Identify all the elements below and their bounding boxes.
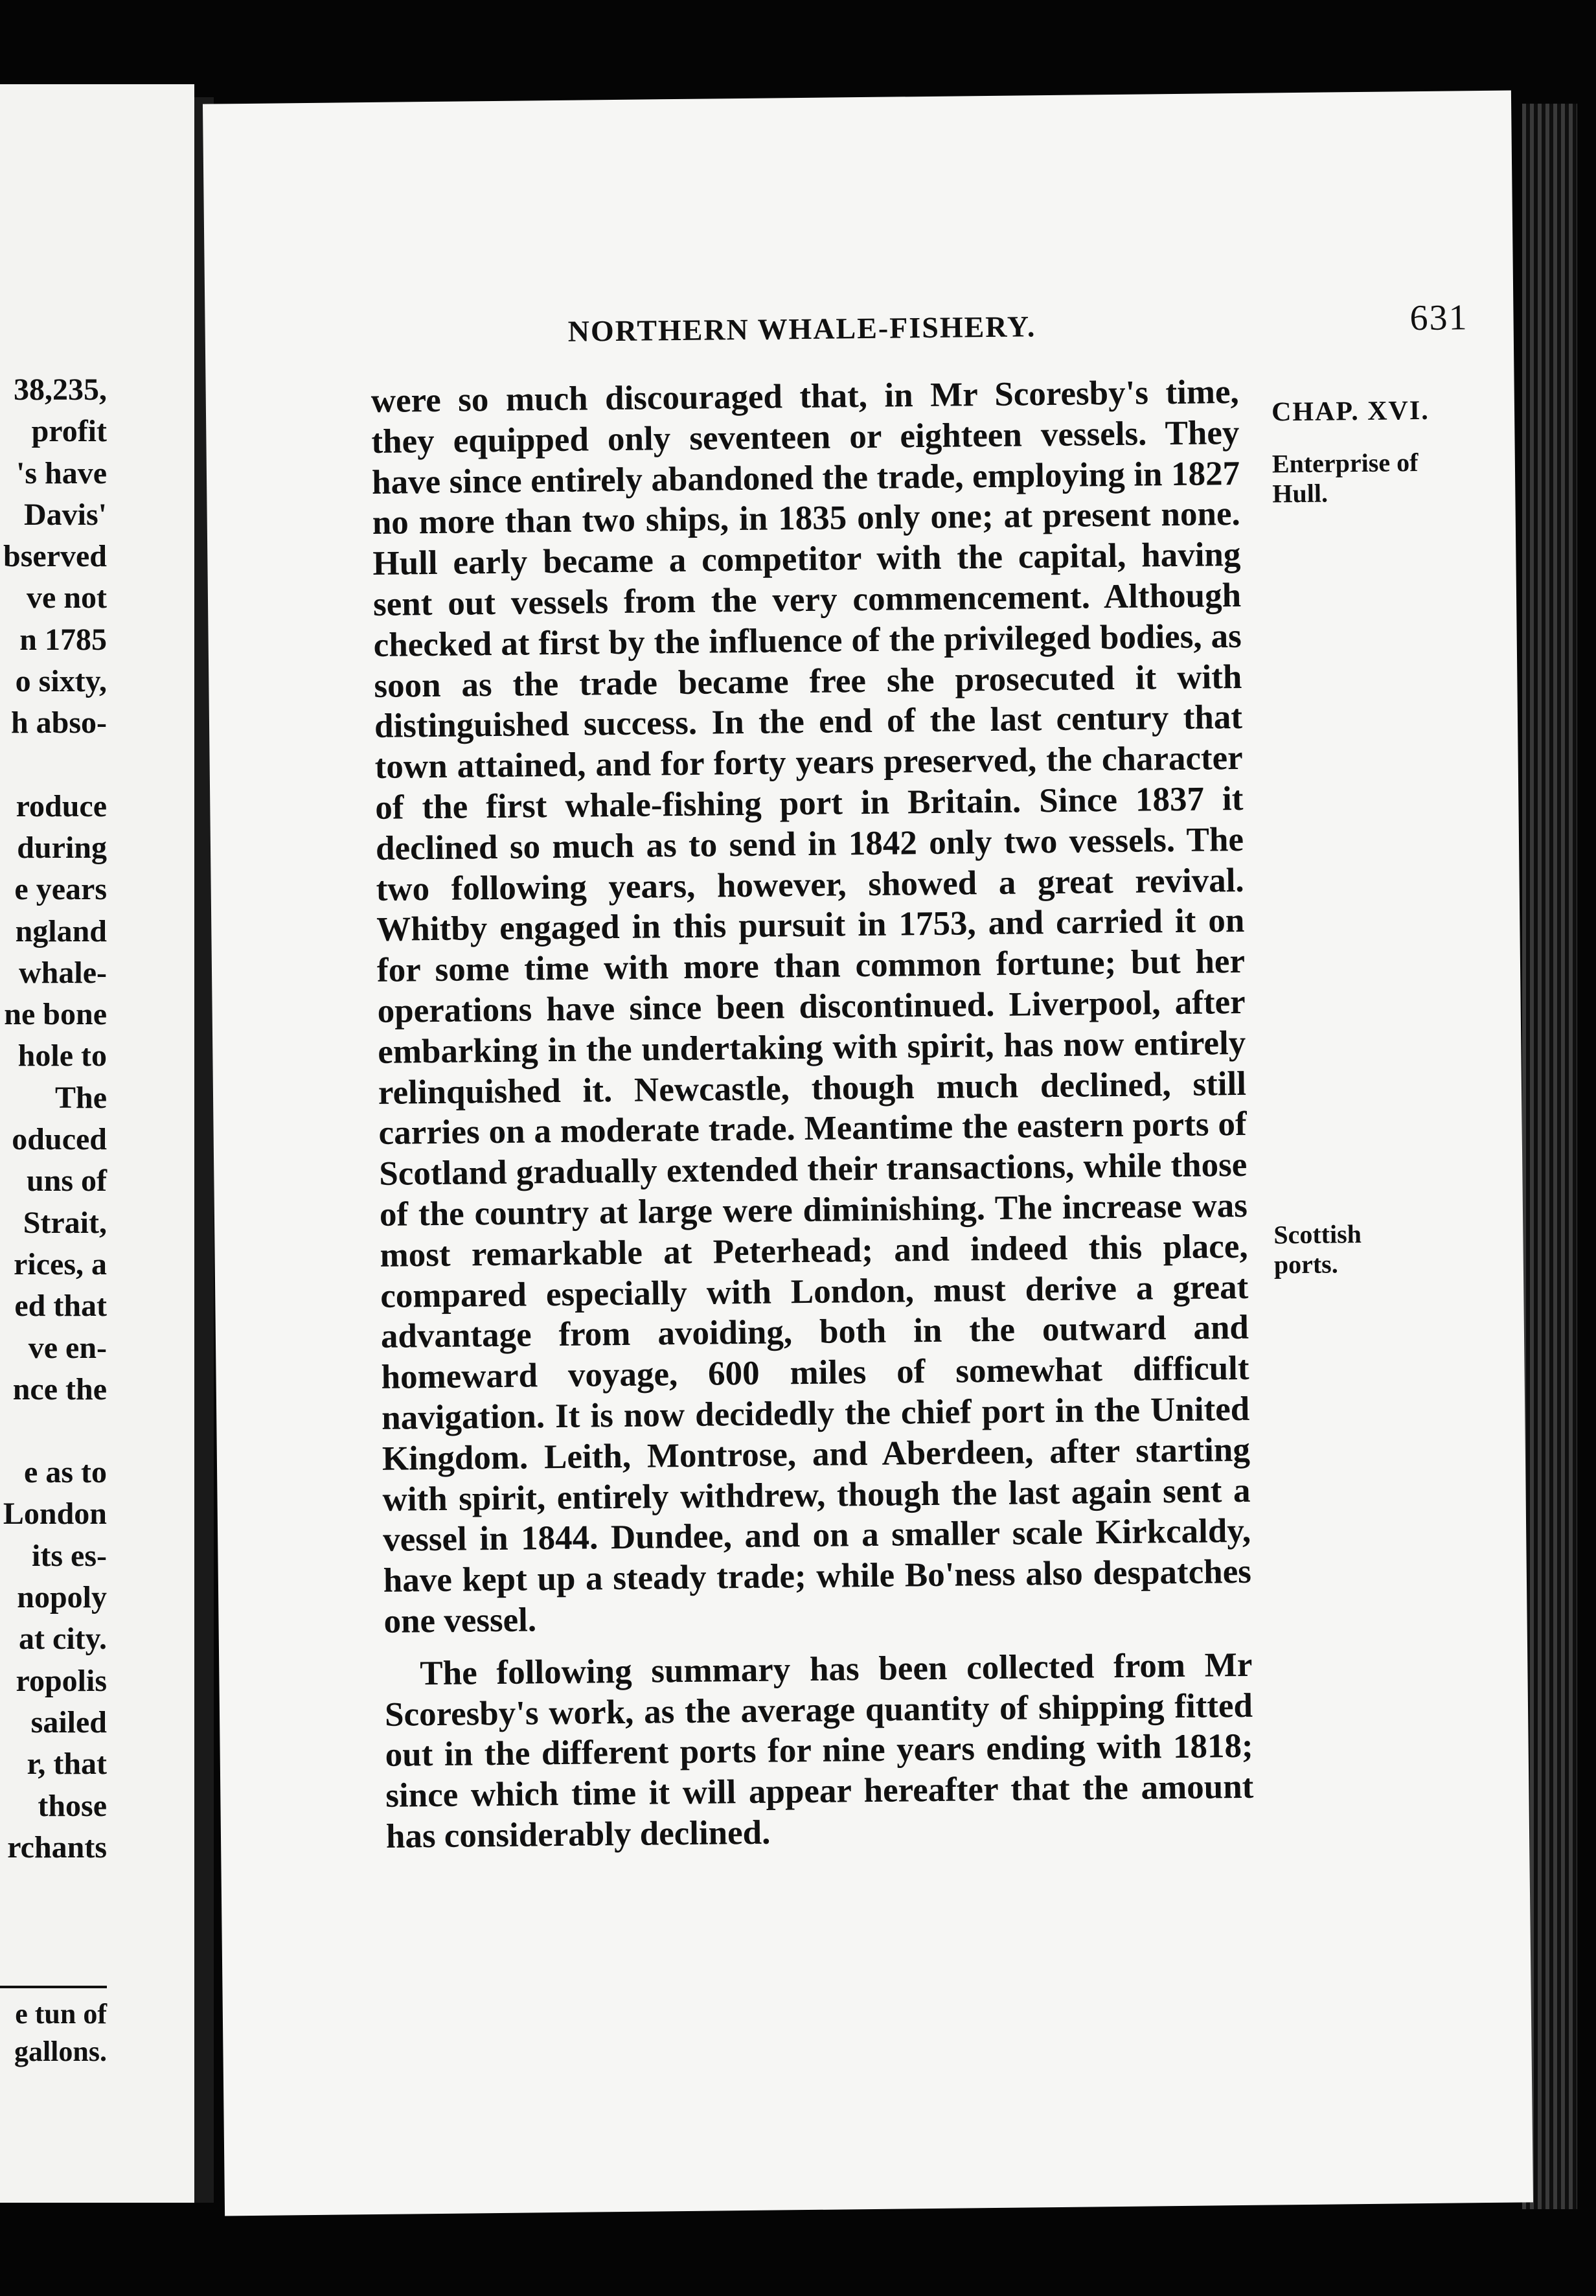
page-edge — [1522, 104, 1577, 2209]
facing-page-line: rchants — [7, 1830, 107, 1865]
facing-page-line: during — [17, 830, 107, 865]
facing-page-line: roduce — [16, 788, 107, 823]
facing-page-line: at city. — [19, 1622, 107, 1657]
facing-page-line: ne bone — [4, 997, 107, 1032]
facing-page-line — [0, 1410, 107, 1452]
facing-page-line: its es- — [32, 1538, 107, 1573]
facing-page-line — [0, 744, 107, 786]
body-text — [370, 372, 1254, 1857]
facing-page-line: nopoly — [17, 1580, 107, 1615]
facing-page-line: ngland — [15, 913, 107, 948]
facing-page-line: ve not — [27, 580, 107, 615]
facing-page-line: n 1785 — [19, 622, 107, 657]
facing-page-line: whale- — [19, 955, 107, 990]
facing-page-line: e years — [14, 872, 107, 907]
facing-page-line: Strait, — [23, 1205, 107, 1240]
facing-page-fragment — [0, 84, 194, 2203]
marginal-note-line: Scottish — [1273, 1219, 1362, 1250]
facing-page-line: Davis' — [23, 497, 107, 532]
facing-page-line: ed that — [14, 1289, 107, 1324]
hull-marginal-note — [1272, 448, 1419, 509]
facing-page-line: o sixty, — [15, 664, 107, 699]
facing-page-text — [0, 369, 107, 1868]
scottish-ports-marginal-note — [1273, 1219, 1362, 1280]
facing-page-line: bserved — [3, 539, 107, 574]
facing-page-line: e as to — [24, 1455, 107, 1490]
facing-page-line: h abso- — [10, 706, 107, 740]
marginal-note-line: Hull. — [1272, 478, 1328, 509]
paragraph: The following summary has been collected from Mr Scoresby's work, as the average quantity of shipping fitted out in the different ports for nine years ending with 1818; since which time it will appear hereafter that the amount has considerably declined. — [384, 1646, 1254, 1855]
facing-page-line: rices, a — [14, 1246, 107, 1281]
facing-page-line: London — [3, 1497, 107, 1532]
facing-page-line: ve en- — [28, 1330, 107, 1365]
page-number: 631 — [1409, 297, 1468, 339]
paragraph: were so much discouraged that, in Mr Scoresby's time, they equipped only seventeen or eighteen vessels. They have since entirely abandoned the trade, employing in 1827 no more than two ships, in 1835 only one; at present none. Hull early became a competitor with the capital, having sent out vessels from the very commencement. Although checked at first by the influence of the privileged bodies, as soon as the trade became free she prosecuted it with distinguished success. In the end of the last century that town attained, and for forty years preserved, the character of the first whale-fishing port in Britain. Since 1837 it declined so much as to send in 1842 only two vessels. The two following years, however, showed a great revival. Whitby engaged in this pursuit in 1753, and carried it on for some time with more than common fortune; but her operations have since been discontinued. Liverpool, after embarking in the undertaking with spirit, has now entirely relinquished it. Newcastle, though much declined, still carries on a moderate trade. Meantime the eastern ports of Scotland gradually extended their transactions, while those of the country at large were diminishing. The increase was most remarkable at Peterhead; and indeed this place, compared especially with London, must derive a great advantage from avoiding, both in the outward and homeward voyage, 600 miles of somewhat difficult navigation. It is now decidedly the chief port in the United Kingdom. Leith, Montrose, and Aberdeen, after starting with spirit, entirely withdrew, though the last again sent a vessel in 1844. Dundee, and on a smaller scale Kirkcaldy, have kept up a steady trade; while Bo'ness also despatches one vessel. — [370, 373, 1252, 1640]
facing-page-line: profit — [31, 414, 107, 449]
chapter-marginal-note: CHAP. XVI. — [1271, 395, 1430, 428]
facing-page-line: 's have — [16, 455, 107, 490]
footnote-rule — [0, 1986, 107, 1988]
book-page — [203, 91, 1533, 2216]
facing-page-line: oduced — [12, 1122, 107, 1157]
facing-page-line: r, that — [27, 1747, 107, 1782]
facing-page-footnote-line: gallons. — [14, 2036, 107, 2067]
page-header — [567, 297, 1468, 348]
facing-page-footnote — [14, 1995, 107, 2071]
facing-page-line: sailed — [30, 1705, 107, 1739]
facing-page-line: hole to — [17, 1039, 107, 1073]
facing-page-line: 38,235, — [14, 373, 107, 407]
facing-page-footnote-line: e tun of — [15, 1998, 107, 2030]
facing-page-line: The — [54, 1080, 107, 1115]
facing-page-line: nce the — [12, 1372, 107, 1406]
running-head: NORTHERN WHALE-FISHERY. — [567, 310, 1036, 348]
marginal-note-line: ports. — [1273, 1249, 1338, 1280]
marginal-note-line: Enterprise of — [1271, 448, 1419, 479]
facing-page-line: uns of — [26, 1164, 107, 1199]
facing-page-line: those — [38, 1788, 107, 1823]
facing-page-line: ropolis — [16, 1663, 107, 1698]
